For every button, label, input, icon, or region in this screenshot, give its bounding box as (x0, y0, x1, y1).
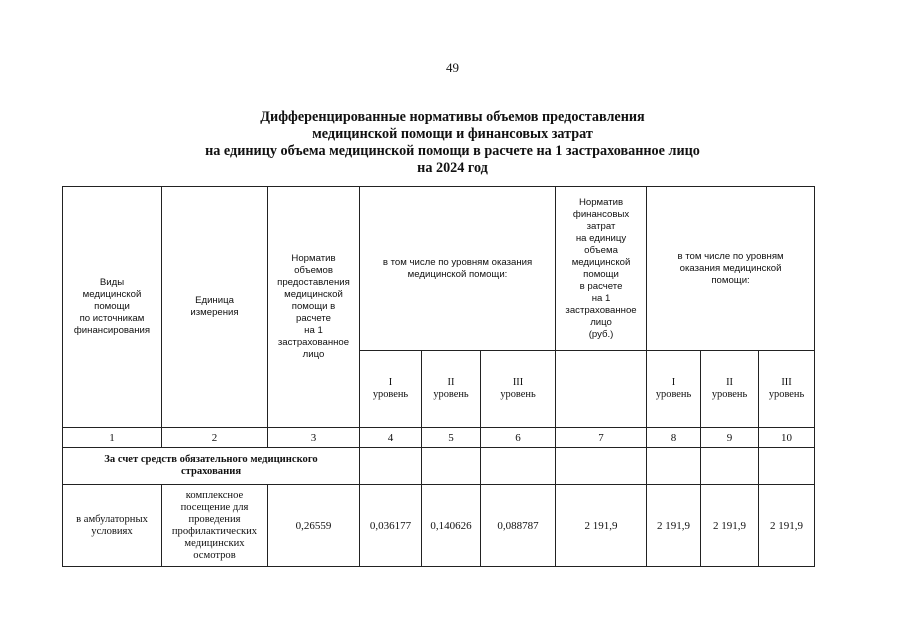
column-number-5: 5 (422, 428, 481, 448)
title-line-1: Дифференцированные нормативы объемов предоставления (260, 109, 645, 125)
section-empty-8 (647, 448, 701, 485)
header-kinds: Виды медицинской помощи по источникам финансирования (63, 187, 162, 428)
section-empty-9 (701, 448, 759, 485)
header-unit: Единица измерения (162, 187, 268, 428)
row-cost-level-2: 2 191,9 (701, 485, 759, 567)
header-cost-norm-blank (556, 351, 647, 428)
row-volume-norm: 0,26559 (268, 485, 360, 567)
row-volume-level-3: 0,088787 (481, 485, 556, 567)
column-number-9: 9 (701, 428, 759, 448)
row-volume-level-1: 0,036177 (360, 485, 422, 567)
section-empty-4 (360, 448, 422, 485)
header-cost-level-2: II уровень (701, 351, 759, 428)
column-number-7: 7 (556, 428, 647, 448)
document-title (0, 109, 905, 177)
row-cost-level-3: 2 191,9 (759, 485, 815, 567)
norms-table (62, 186, 815, 567)
section-empty-6 (481, 448, 556, 485)
row-cost-norm: 2 191,9 (556, 485, 647, 567)
header-volume-norm: Норматив объемов предоставления медицинской помощи в расчете на 1 застрахованное лицо (268, 187, 360, 428)
row-cost-level-1: 2 191,9 (647, 485, 701, 567)
column-number-10: 10 (759, 428, 815, 448)
column-number-8: 8 (647, 428, 701, 448)
header-volume-level-1: I уровень (360, 351, 422, 428)
row-unit: комплексное посещение для проведения профилактических медицинских осмотров (162, 485, 268, 567)
section-title: За счет средств обязательного медицинского страхования (63, 448, 360, 485)
row-kind: в амбулаторных условиях (63, 485, 162, 567)
page-number: 49 (446, 60, 459, 75)
row-volume-level-2: 0,140626 (422, 485, 481, 567)
header-cost-norm: Норматив финансовых затрат на единицу объема медицинской помощи в расчете на 1 застрахованное лицо (руб.) (556, 187, 647, 351)
header-cost-level-3: III уровень (759, 351, 815, 428)
column-number-2: 2 (162, 428, 268, 448)
header-volume-levels: в том числе по уровням оказания медицинской помощи: (360, 187, 556, 351)
column-number-3: 3 (268, 428, 360, 448)
section-empty-10 (759, 448, 815, 485)
title-line-3: на единицу объема медицинской помощи в расчете на 1 застрахованное лицо (205, 143, 700, 159)
title-line-4: на 2024 год (417, 160, 488, 176)
table-row (63, 485, 815, 567)
header-cost-level-1: I уровень (647, 351, 701, 428)
section-empty-5 (422, 448, 481, 485)
header-volume-level-3: III уровень (481, 351, 556, 428)
column-number-6: 6 (481, 428, 556, 448)
title-line-2: медицинской помощи и финансовых затрат (312, 126, 593, 142)
section-empty-7 (556, 448, 647, 485)
column-number-1: 1 (63, 428, 162, 448)
header-volume-level-2: II уровень (422, 351, 481, 428)
column-number-4: 4 (360, 428, 422, 448)
header-cost-levels: в том числе по уровням оказания медицинской помощи: (647, 187, 815, 351)
